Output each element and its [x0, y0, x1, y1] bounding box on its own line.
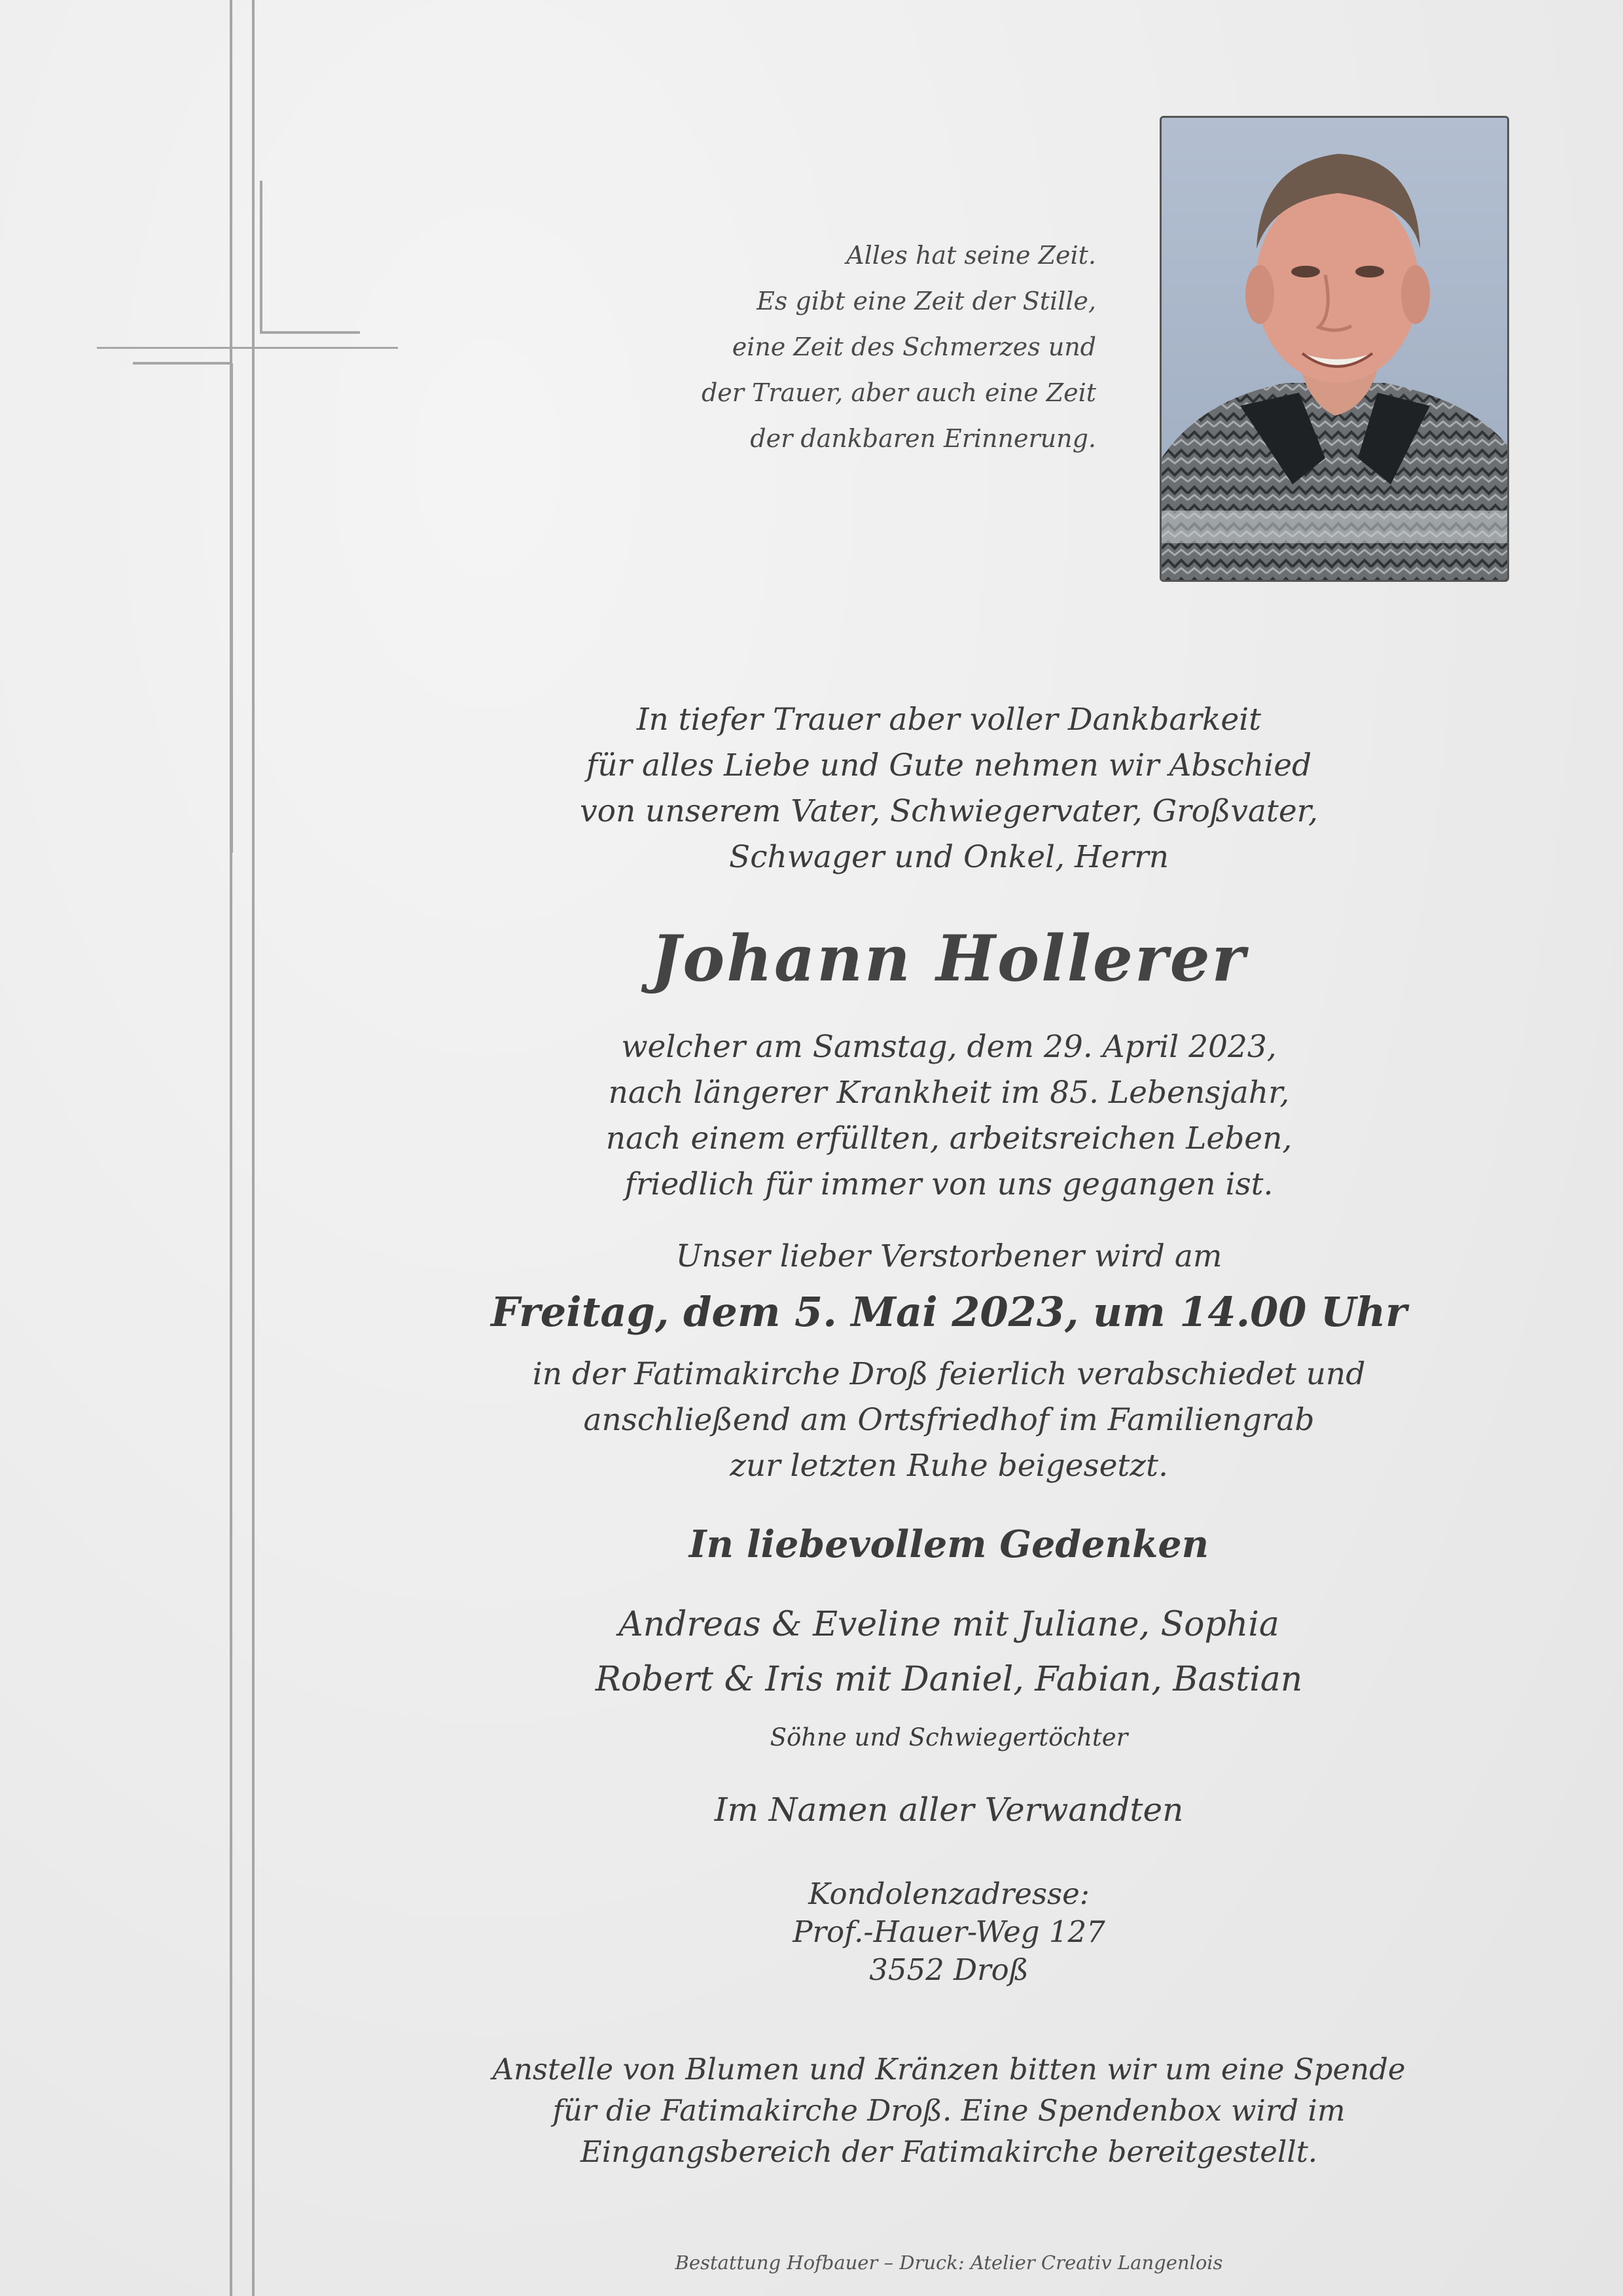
intro-line: In tiefer Trauer aber voller Dankbarkeit	[636, 702, 1262, 738]
condolence-line: Kondolenzadresse:	[808, 1876, 1090, 1911]
family-line: Robert & Iris mit Daniel, Fabian, Bastian	[595, 1660, 1303, 1699]
death-line: nach längerer Krankheit im 85. Lebensjahr,	[608, 1075, 1290, 1111]
printer-footer: Bestattung Hofbauer – Druck: Atelier Creativ Langenlois	[675, 2251, 1223, 2274]
funeral-announcement: Unser lieber Verstorbener wird am	[675, 1238, 1222, 1274]
family-list	[458, 1597, 1440, 1707]
motto-line: der Trauer, aber auch eine Zeit	[701, 378, 1096, 407]
death-notice	[458, 1024, 1440, 1208]
donation-line: für die Fatimakirche Droß. Eine Spendenbox wird im	[552, 2093, 1346, 2128]
family-relation: Söhne und Schwiegertöchter	[770, 1723, 1128, 1751]
death-line: friedlich für immer von uns gegangen ist.	[624, 1166, 1274, 1202]
burial-line: anschließend am Ortsfriedhof im Familiengrab	[583, 1402, 1315, 1438]
intro-line: von unserem Vater, Schwiegervater, Großvater,	[580, 793, 1318, 829]
relatives-line: Im Namen aller Verwandten	[714, 1791, 1184, 1829]
condolence-line: 3552 Droß	[869, 1952, 1029, 1987]
burial-line: in der Fatimakirche Droß feierlich verabschiedet und	[532, 1356, 1366, 1392]
deceased-name: Johann Hollerer	[651, 922, 1247, 996]
condolence-line: Prof.-Hauer-Weg 127	[793, 1914, 1105, 1949]
burial-line: zur letzten Ruhe beigesetzt.	[730, 1448, 1168, 1484]
donation-line: Anstelle von Blumen und Kränzen bitten wir um eine Spende	[492, 2052, 1406, 2087]
death-line: welcher am Samstag, dem 29. April 2023,	[621, 1029, 1277, 1065]
donation-line: Eingangsbereich der Fatimakirche bereitgestellt.	[580, 2134, 1318, 2169]
funeral-date: Freitag, dem 5. Mai 2023, um 14.00 Uhr	[491, 1288, 1407, 1336]
motto-line: Es gibt eine Zeit der Stille,	[757, 287, 1096, 315]
donation-request	[458, 2049, 1440, 2172]
memory-heading: In liebevollem Gedenken	[688, 1522, 1209, 1566]
motto-line: Alles hat seine Zeit.	[846, 241, 1096, 270]
intro-line: für alles Liebe und Gute nehmen wir Abschied	[586, 747, 1312, 783]
condolence-address	[458, 1875, 1440, 1989]
portrait-photo	[1160, 116, 1509, 582]
cross-ornament	[0, 0, 458, 2296]
intro-line: Schwager und Onkel, Herrn	[729, 839, 1169, 875]
burial-details	[458, 1352, 1440, 1489]
intro-text	[458, 697, 1440, 880]
motto-line: der dankbaren Erinnerung.	[750, 424, 1096, 453]
family-line: Andreas & Eveline mit Juliane, Sophia	[618, 1605, 1279, 1644]
death-line: nach einem erfüllten, arbeitsreichen Leben,	[605, 1121, 1293, 1157]
motto-verse	[589, 232, 1096, 461]
motto-line: eine Zeit des Schmerzes und	[732, 332, 1096, 361]
